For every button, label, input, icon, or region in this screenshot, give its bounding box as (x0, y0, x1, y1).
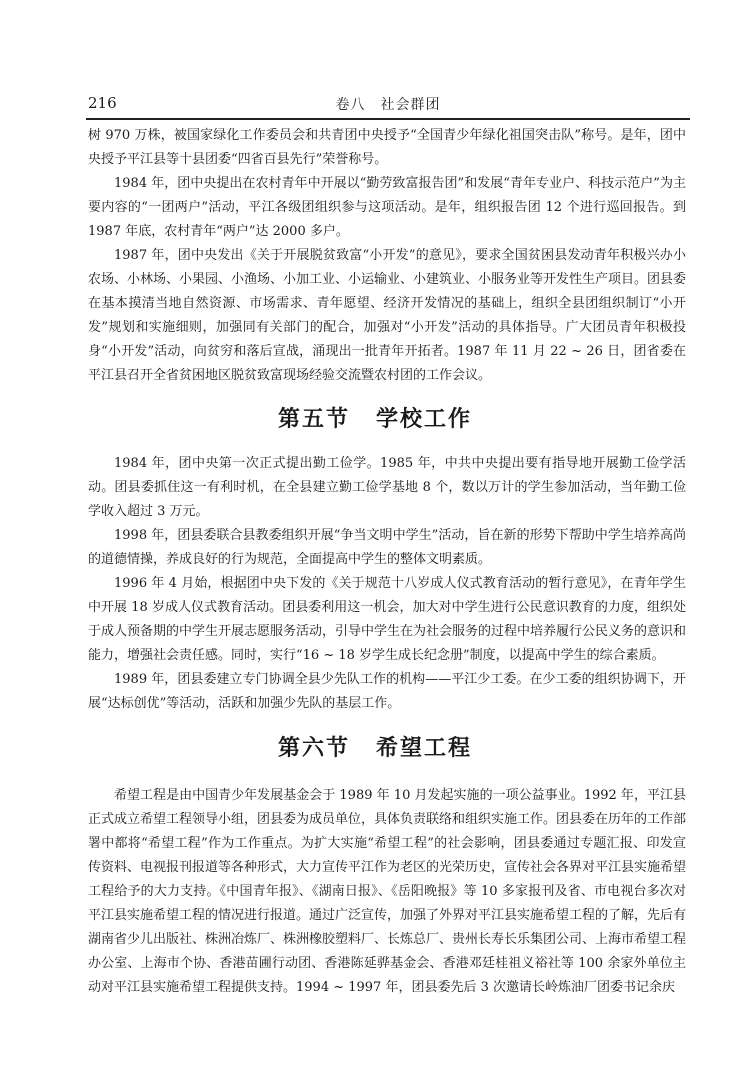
paragraph: 希望工程是由中国青少年发展基金会于 1989 年 10 月发起实施的一项公益事业。1992 年，平江县正式成立希望工程领导小组，团县委为成员单位，具体负责联络和组织实施工作。团县委在历年的工作部署中都将“希望工程”作为工作重点。为扩大实施“希望工程”的社会影响，团县委通过专题汇报、印发宣传资料、电视报刊报道等各种形式，大力宣传平江作为老区的光荣历史，宣传社会各界对平江县实施希望工程给予的大力支持。《中国青年报》、《湖南日报》、《岳阳晚报》等 10 多家报刊及省、市电视台多次对平江县实施希望工程的情况进行报道。通过广泛宣传，加强了外界对平江县实施希望工程的了解，先后有湖南省少儿出版社、株洲冶炼厂、株洲橡胶塑料厂、长炼总厂、贵州长寿长乐集团公司、上海市希望工程办公室、上海市个协、香港苗圃行动团、香港陈延骅基金会、香港邓廷桂祖义裕社等 100 余家外单位主动对平江县实施希望工程提供支持。1994 ~ 1997 年，团县委先后 3 次邀请长岭炼油厂团委书记余庆 (88, 788, 687, 995)
section-number: 第五节 (277, 407, 350, 432)
paragraph: 1984 年，团中央提出在农村青年中开展以“勤劳致富报告团”和发展“青年专业户、科技示范户”为主要内容的“一团两户”活动，平江各级团组织参与这项活动。是年，组织报告团 12 个进行巡回报告。到 1987 年底，农村青年“两户”达 2000 多户。 (88, 176, 686, 239)
section-title: 学校工作 (376, 407, 473, 432)
page-header (88, 90, 688, 114)
paragraph: 1987 年，团中央发出《关于开展脱贫致富“小开发”的意见》，要求全国贫困县发动青年积极兴办小农场、小林场、小果园、小渔场、小加工业、小运输业、小建筑业、小服务业等开发性生产项目。团县委在基本摸清当地自然资源、市场需求、青年愿望、经济开发情况的基础上，组织全县团组织制订“小开发”规划和实施细则，加强同有关部门的配合，加强对“小开发”活动的具体指导。广大团员青年积极投身“小开发”活动，向贫穷和落后宣战，涌现出一批青年开拓者。1987 年 11 月 22 ~ 26 日，团省委在平江县召开全省贫困地区脱贫致富现场经验交流暨农村团的工作会议。 (88, 248, 687, 383)
paragraph: 1989 年，团县委建立专门协调全县少先队工作的机构——平江少工委。在少工委的组织协调下，开展“达标创优”等活动，活跃和加强少先队的基层工作。 (88, 672, 686, 711)
section-heading-5 (0, 402, 750, 433)
paragraph: 1996 年 4 月始，根据团中央下发的《关于规范十八岁成人仪式教育活动的暂行意见》，在青年学生中开展 18 岁成人仪式教育活动。团县委利用这一机会，加大对中学生进行公民意识教育的力度，组织处于成人预备期的中学生开展志愿服务活动，引导中学生在为社会服务的过程中培养履行公民义务的意识和能力，增强社会责任感。同时，实行“16 ~ 18 岁学生成长纪念册”制度，以提高中学生的综合素质。 (88, 576, 687, 663)
paragraph: 1984 年，团中央第一次正式提出勤工俭学。1985 年，中共中央提出要有指导地开展勤工俭学活动。团县委抓住这一有利时机，在全县建立勤工俭学基地 8 个，数以万计的学生参加活动，当年勤工俭学收入超过 3 万元。 (88, 456, 686, 519)
section-6-body (88, 784, 686, 1000)
section-number: 第六节 (277, 736, 350, 761)
paragraph: 1998 年，团县委联合县教委组织开展“争当文明中学生”活动，旨在新的形势下帮助中学生培养高尚的道德情操，养成良好的行为规范，全面提高中学生的整体文明素质。 (88, 528, 686, 567)
page-number: 216 (88, 94, 117, 112)
running-title: 卷八 社会群团 (335, 97, 441, 113)
section-5-body (88, 452, 686, 716)
header-rule (86, 118, 690, 120)
section-title: 希望工程 (376, 736, 473, 761)
paragraph: 树 970 万株，被国家绿化工作委员会和共青团中央授予“全国青少年绿化祖国突击队”称号。是年，团中央授予平江县等十县团委“四省百县先行”荣誉称号。 (88, 128, 686, 167)
continued-text (88, 124, 686, 388)
section-heading-6 (0, 731, 750, 762)
